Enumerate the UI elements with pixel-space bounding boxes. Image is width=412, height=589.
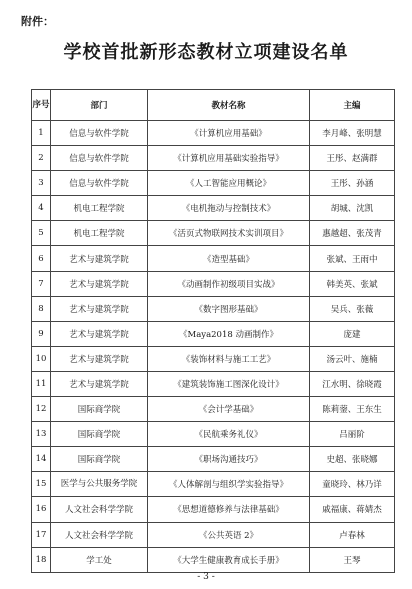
header-no: 序号 bbox=[32, 90, 51, 121]
row-book: 《民航乘务礼仪》 bbox=[148, 422, 310, 447]
row-no: 11 bbox=[32, 371, 51, 396]
row-college: 国际商学院 bbox=[51, 397, 148, 422]
row-no: 3 bbox=[32, 171, 51, 196]
header-book: 教材名称 bbox=[148, 90, 310, 121]
table-row bbox=[32, 472, 395, 497]
header-college: 部门 bbox=[51, 90, 148, 121]
header-editor: 主编 bbox=[310, 90, 395, 121]
table-row bbox=[32, 522, 395, 547]
row-college: 艺术与建筑学院 bbox=[51, 371, 148, 396]
row-editor: 张斌、王雨中 bbox=[310, 246, 395, 271]
row-no: 17 bbox=[32, 522, 51, 547]
row-editor: 陈莉蓥、王东生 bbox=[310, 397, 395, 422]
row-no: 7 bbox=[32, 271, 51, 296]
table-header-row bbox=[32, 90, 395, 121]
table-row bbox=[32, 346, 395, 371]
row-no: 9 bbox=[32, 321, 51, 346]
row-no: 6 bbox=[32, 246, 51, 271]
row-no: 2 bbox=[32, 146, 51, 171]
row-editor: 庞建 bbox=[310, 321, 395, 346]
row-college: 信息与软件学院 bbox=[51, 146, 148, 171]
row-editor: 惠越超、张茂青 bbox=[310, 221, 395, 246]
table-row bbox=[32, 296, 395, 321]
row-college: 国际商学院 bbox=[51, 422, 148, 447]
table-row bbox=[32, 397, 395, 422]
row-book: 《人体解剖与组织学实验指导》 bbox=[148, 472, 310, 497]
row-no: 13 bbox=[32, 422, 51, 447]
row-no: 15 bbox=[32, 472, 51, 497]
table-row bbox=[32, 171, 395, 196]
table-row bbox=[32, 196, 395, 221]
row-college: 艺术与建筑学院 bbox=[51, 246, 148, 271]
row-college: 机电工程学院 bbox=[51, 196, 148, 221]
table-row bbox=[32, 321, 395, 346]
row-editor: 韩美英、张斌 bbox=[310, 271, 395, 296]
row-college: 国际商学院 bbox=[51, 447, 148, 472]
row-editor: 汤云叶、施楠 bbox=[310, 346, 395, 371]
row-book: 《造型基础》 bbox=[148, 246, 310, 271]
row-book: 《计算机应用基础》 bbox=[148, 121, 310, 146]
row-no: 12 bbox=[32, 397, 51, 422]
row-editor: 江水明、徐晓霞 bbox=[310, 371, 395, 396]
row-book: 《装饰材料与施工工艺》 bbox=[148, 346, 310, 371]
row-college: 艺术与建筑学院 bbox=[51, 346, 148, 371]
attachment-label: 附件： bbox=[21, 15, 54, 28]
table-row bbox=[32, 371, 395, 396]
row-editor: 卢春林 bbox=[310, 522, 395, 547]
row-book: 《动画制作初级项目实战》 bbox=[148, 271, 310, 296]
row-book: 《活页式物联网技术实训项目》 bbox=[148, 221, 310, 246]
row-college: 信息与软件学院 bbox=[51, 121, 148, 146]
row-book: 《建筑装饰施工图深化设计》 bbox=[148, 371, 310, 396]
row-editor: 吕丽阶 bbox=[310, 422, 395, 447]
row-book: 《计算机应用基础实验指导》 bbox=[148, 146, 310, 171]
table-row bbox=[32, 422, 395, 447]
row-editor: 王彤、孙涵 bbox=[310, 171, 395, 196]
table-row bbox=[32, 146, 395, 171]
row-college: 艺术与建筑学院 bbox=[51, 271, 148, 296]
table-row bbox=[32, 497, 395, 522]
page-number: - 3 - bbox=[197, 572, 215, 582]
row-college: 学工处 bbox=[51, 547, 148, 572]
row-book: 《电机拖动与控制技术》 bbox=[148, 196, 310, 221]
row-book: 《Maya2018 动画制作》 bbox=[148, 321, 310, 346]
row-editor: 王彤、赵满群 bbox=[310, 146, 395, 171]
row-book: 《公共英语 2》 bbox=[148, 522, 310, 547]
row-no: 16 bbox=[32, 497, 51, 522]
row-no: 4 bbox=[32, 196, 51, 221]
table-row bbox=[32, 246, 395, 271]
row-college: 医学与公共服务学院 bbox=[51, 472, 148, 497]
row-editor: 胡城、沈凯 bbox=[310, 196, 395, 221]
row-book: 《职场沟通技巧》 bbox=[148, 447, 310, 472]
row-editor: 吴兵、张薇 bbox=[310, 296, 395, 321]
row-college: 艺术与建筑学院 bbox=[51, 296, 148, 321]
row-book: 《思想道德修养与法律基础》 bbox=[148, 497, 310, 522]
table-row bbox=[32, 221, 395, 246]
table-row bbox=[32, 547, 395, 572]
table-row bbox=[32, 447, 395, 472]
row-no: 8 bbox=[32, 296, 51, 321]
row-editor: 戚福康、蒋婧杰 bbox=[310, 497, 395, 522]
table-row bbox=[32, 271, 395, 296]
table-row bbox=[32, 121, 395, 146]
row-book: 《会计学基础》 bbox=[148, 397, 310, 422]
row-no: 18 bbox=[32, 547, 51, 572]
row-college: 人文社会科学学院 bbox=[51, 522, 148, 547]
row-editor: 王琴 bbox=[310, 547, 395, 572]
row-editor: 李月峰、张明慧 bbox=[310, 121, 395, 146]
row-no: 1 bbox=[32, 121, 51, 146]
row-no: 5 bbox=[32, 221, 51, 246]
row-no: 14 bbox=[32, 447, 51, 472]
row-no: 10 bbox=[32, 346, 51, 371]
row-editor: 童晓玲、林乃详 bbox=[310, 472, 395, 497]
row-book: 《大学生健康教育成长手册》 bbox=[148, 547, 310, 572]
page-title: 学校首批新形态教材立项建设名单 bbox=[63, 42, 349, 63]
row-college: 机电工程学院 bbox=[51, 221, 148, 246]
row-college: 信息与软件学院 bbox=[51, 171, 148, 196]
row-book: 《人工智能应用概论》 bbox=[148, 171, 310, 196]
row-editor: 史超、张晓娜 bbox=[310, 447, 395, 472]
row-college: 人文社会科学学院 bbox=[51, 497, 148, 522]
table-body bbox=[32, 121, 395, 573]
textbook-table bbox=[31, 89, 395, 573]
row-college: 艺术与建筑学院 bbox=[51, 321, 148, 346]
row-book: 《数字图形基础》 bbox=[148, 296, 310, 321]
